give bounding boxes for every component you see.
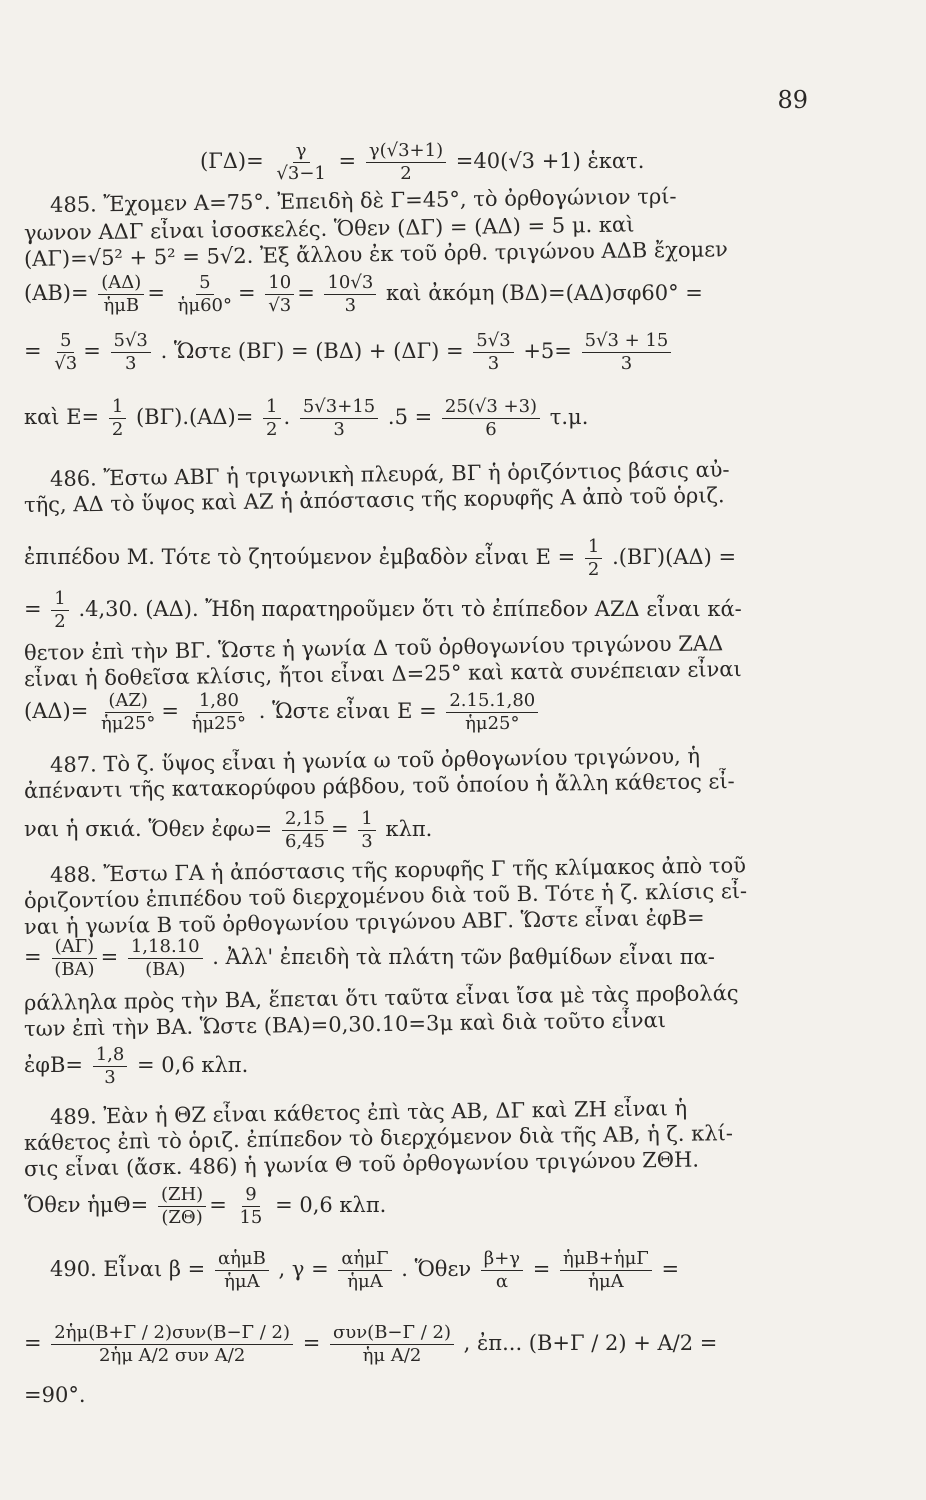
text-line: Ὅθεν ἡμΘ= $\frac{(ZH)}{(Z\Theta)}$ = $\frac{9}{15}$ = 0,6 κλπ. [24,1184,387,1228]
text-line: ράλληλα πρὸς τὴν ΒΑ, ἕπεται ὅτι ταῦτα εἶναι ἴσα μὲ τὰς προβολάς [23,981,739,1015]
fraction: $\frac{10√3}{3}$ [324,272,376,317]
fraction: $\frac{5}{√3}$ [54,330,78,374]
fraction: $\frac{\beta+\gamma}{\alpha}$ [481,1248,523,1293]
fraction: $\frac{5√3}{3}$ [111,330,151,375]
text-line: θετον ἐπὶ τὴν ΒΓ. Ὥστε ἡ γωνία Δ τοῦ ὀρθογωνίου τριγώνου ΖΑΔ [23,631,724,665]
fraction: $\frac{1}{3}$ [358,808,375,853]
fraction: $\frac{2.15.1,80}{\text{ἡμ25°}}$ [446,690,538,735]
text-line: = $\frac{\text{2ἡμ(Β+Γ / 2)συν(Β−Γ / 2)}}{\text{2ἡμ A/2 συν A/2}}$ = $\frac{\text{συν(Β−Γ / 2)}}{\text{ἡμ A/2}}$ , ἐπ... (Β+Γ / 2) + A/2 = [24,1322,718,1366]
fraction: $\frac{(ZH)}{(Z\Theta)}$ [158,1184,206,1229]
fraction: $\frac{2,15}{6,45}$ [282,808,328,853]
text-line: (ΑΒ)= $\frac{(A\Delta)}{\text{ἡμΒ}}$ = $\frac{5}{\text{ἡμ60°}}$ = $\frac{10}{√3}$ = $\frac{10√3}{3}$ καὶ ἀκόμη (ΒΔ)=(ΑΔ)σφ60° = [24,272,703,316]
text-line: ἐπιπέδου Μ. Τότε τὸ ζητούμενον ἐμβαδὸν εἶναι Ε = $\frac{1}{2}$ .(ΒΓ)(ΑΔ) = [24,536,737,580]
fraction: $\frac{(A\Gamma)}{(BA)}$ [51,936,97,981]
fraction: $\frac{\text{συν(Β−Γ / 2)}}{\text{ἡμ A/2}}$ [330,1322,454,1367]
fraction: $\frac{25(√3 +3)}{6}$ [442,396,540,441]
fraction: $\frac{1}{2}$ [585,536,602,581]
text-line: =90°. [24,1383,86,1407]
text-line: (ΑΓ)=√5² + 5² = 5√2. Ἐξ ἄλλου ἐκ τοῦ ὀρθ. τριγώνου ΑΔΒ ἔχομεν [23,237,728,271]
fraction: $\frac{5√3 + 15}{3}$ [582,330,672,375]
fraction: $\frac{\gamma(√3+1)}{2}$ [366,140,446,185]
text-line: 486. Ἔστω ΑΒΓ ἡ τριγωνικὴ πλευρά, ΒΓ ἡ ὁριζόντιος βάσις αὐ- [49,457,730,491]
fraction: $\frac{1,80}{\text{ἡμ25°}}$ [191,690,247,734]
text-line: = $\frac{(A\Gamma)}{(BA)}$ = $\frac{1,18.10}{(BA)}$ . Ἀλλ' ἐπειδὴ τὰ πλάτη τῶν βαθμίδων εἶναι πα- [24,936,715,980]
fraction: $\frac{\text{αἡμΓ}}{\text{ἡμΑ}}$ [338,1248,391,1293]
fraction: $\frac{(A\Delta)}{\text{ἡμΒ}}$ [98,272,144,317]
text-line: 489. Ἐὰν ἡ ΘΖ εἶναι κάθετος ἐπὶ τὰς ΑΒ, ΔΓ καὶ ΖΗ εἶναι ἡ [49,1096,688,1129]
fraction: $\frac{1}{2}$ [263,396,280,441]
text-line: ναι ἡ σκιά. Ὅθεν ἐφω= $\frac{2,15}{6,45}$ = $\frac{1}{3}$ κλπ. [24,808,433,852]
fraction: $\frac{1,8}{3}$ [93,1044,128,1089]
text-line: γωνον ΑΔΓ εἶναι ἰσοσκελές. Ὅθεν (ΔΓ) = (ΑΔ) = 5 μ. καὶ [23,212,635,245]
fraction: $\frac{\gamma}{√3-1}$ [276,140,326,184]
text-line: εἶναι ἡ δοθεῖσα κλίσις, ἤτοι εἶναι Δ=25° καὶ κατὰ συνέπειαν εἶναι [23,656,742,691]
text-line: ἐφΒ= $\frac{1,8}{3}$ = 0,6 κλπ. [24,1044,249,1088]
text-line: των ἐπὶ τὴν ΒΑ. Ὥστε (ΒΑ)=0,30.10=3μ καὶ διὰ τοῦτο εἶναι [23,1008,667,1041]
fraction: $\frac{\text{αἡμΒ}}{\text{ἡμΑ}}$ [215,1248,269,1293]
fraction: $\frac{\text{ἡμΒ+ἡμΓ}}{\text{ἡμΑ}}$ [560,1248,652,1293]
text-line: τῆς, ΑΔ τὸ ὕψος καὶ ΑΖ ἡ ἀπόστασις τῆς κορυφῆς Α ἀπὸ τοῦ ὁριζ. [23,483,725,517]
fraction: $\frac{1,18.10}{(BA)}$ [128,936,203,981]
fraction: $\frac{1}{2}$ [109,396,126,441]
page-number: 89 [777,86,808,114]
text-line: σις εἶναι (ἄσκ. 486) ἡ γωνία Θ τοῦ ὀρθογωνίου τριγώνου ΖΘΗ. [23,1147,700,1181]
text-line: = $\frac{5}{√3}$ = $\frac{5√3}{3}$ . Ὥστε (ΒΓ) = (ΒΔ) + (ΔΓ) = $\frac{5√3}{3}$ +5= $\frac{5√3 + 15}{3}$ [24,330,824,375]
fraction: $\frac{10}{√3}$ [265,272,294,317]
fraction: $\frac{5√3}{3}$ [473,330,513,375]
text-line: ὁριζοντίου ἐπιπέδου τοῦ διερχομένου διὰ τοῦ Β. Τότε ἡ ζ. κλίσις εἶ- [23,878,748,913]
text-line: 490. Εἶναι β = $\frac{\text{αἡμΒ}}{\text{ἡμΑ}}$ , γ = $\frac{\text{αἡμΓ}}{\text{ἡμΑ}}$ . Ὅθεν $\frac{\beta+\gamma}{\alpha}$ = $\frac{\text{ἡμΒ+ἡμΓ}}{\text{ἡμΑ}}$ = [50,1248,680,1292]
text-line: ἀπέναντι τῆς κατακορύφου ράβδου, τοῦ ὁποίου ἡ ἄλλη κάθετος εἶ- [23,769,735,803]
fraction: $\frac{1}{2}$ [51,588,68,633]
fraction: $\frac{(AZ)}{\text{ἡμ25°}}$ [101,690,156,734]
text-line: = $\frac{1}{2}$ .4,30. (ΑΔ). Ἤδη παρατηροῦμεν ὅτι τὸ ἐπίπεδον ΑΖΔ εἶναι κά- [24,588,742,632]
text-line: κάθετος ἐπὶ τὸ ὁριζ. ἐπίπεδον τὸ διερχόμενον διὰ τῆς ΑΒ, ἡ ζ. κλί- [23,1121,734,1155]
fraction: $\frac{5√3+15}{3}$ [300,396,378,441]
text-line: 488. Ἔστω ΓΑ ἡ ἀπόστασις τῆς κορυφῆς Γ τῆς κλίμακος ἀπὸ τοῦ [49,853,747,887]
text-line: 485. Ἔχομεν Α=75°. Ἐπειδὴ δὲ Γ=45°, τὸ ὀρθογώνιον τρί- [49,184,677,217]
text-line: ναι ἡ γωνία Β τοῦ ὀρθογωνίου τριγώνου ΑΒΓ. Ὥστε εἶναι ἐφΒ= [23,905,705,939]
text-line: (ΑΔ)= $\frac{(AZ)}{\text{ἡμ25°}}$ = $\frac{1,80}{\text{ἡμ25°}}$ . Ὥστε εἶναι Ε = $\frac{2.15.1,80}{\text{ἡμ25°}}$ [24,690,824,735]
fraction: $\frac{9}{15}$ [239,1184,263,1228]
text-line: 487. Τὸ ζ. ὕψος εἶναι ἡ γωνία ω τοῦ ὀρθογωνίου τριγώνου, ἡ [49,743,701,777]
text-line: (ΓΔ)= $\frac{\gamma}{√3-1}$ = $\frac{\gamma(√3+1)}{2}$ =40(√3 +1) ἑκατ. [200,140,645,184]
fraction: $\frac{5}{\text{ἡμ60°}}$ [177,272,232,316]
text-line: καὶ Ε= $\frac{1}{2}$ (ΒΓ).(ΑΔ)= $\frac{1}{2}$ . $\frac{5√3+15}{3}$ .5 = $\frac{25(√3 +3)}{6}$ τ.μ. [24,396,589,440]
fraction: $\frac{\text{2ἡμ(Β+Γ / 2)συν(Β−Γ / 2)}}{\text{2ἡμ A/2 συν A/2}}$ [51,1322,293,1367]
